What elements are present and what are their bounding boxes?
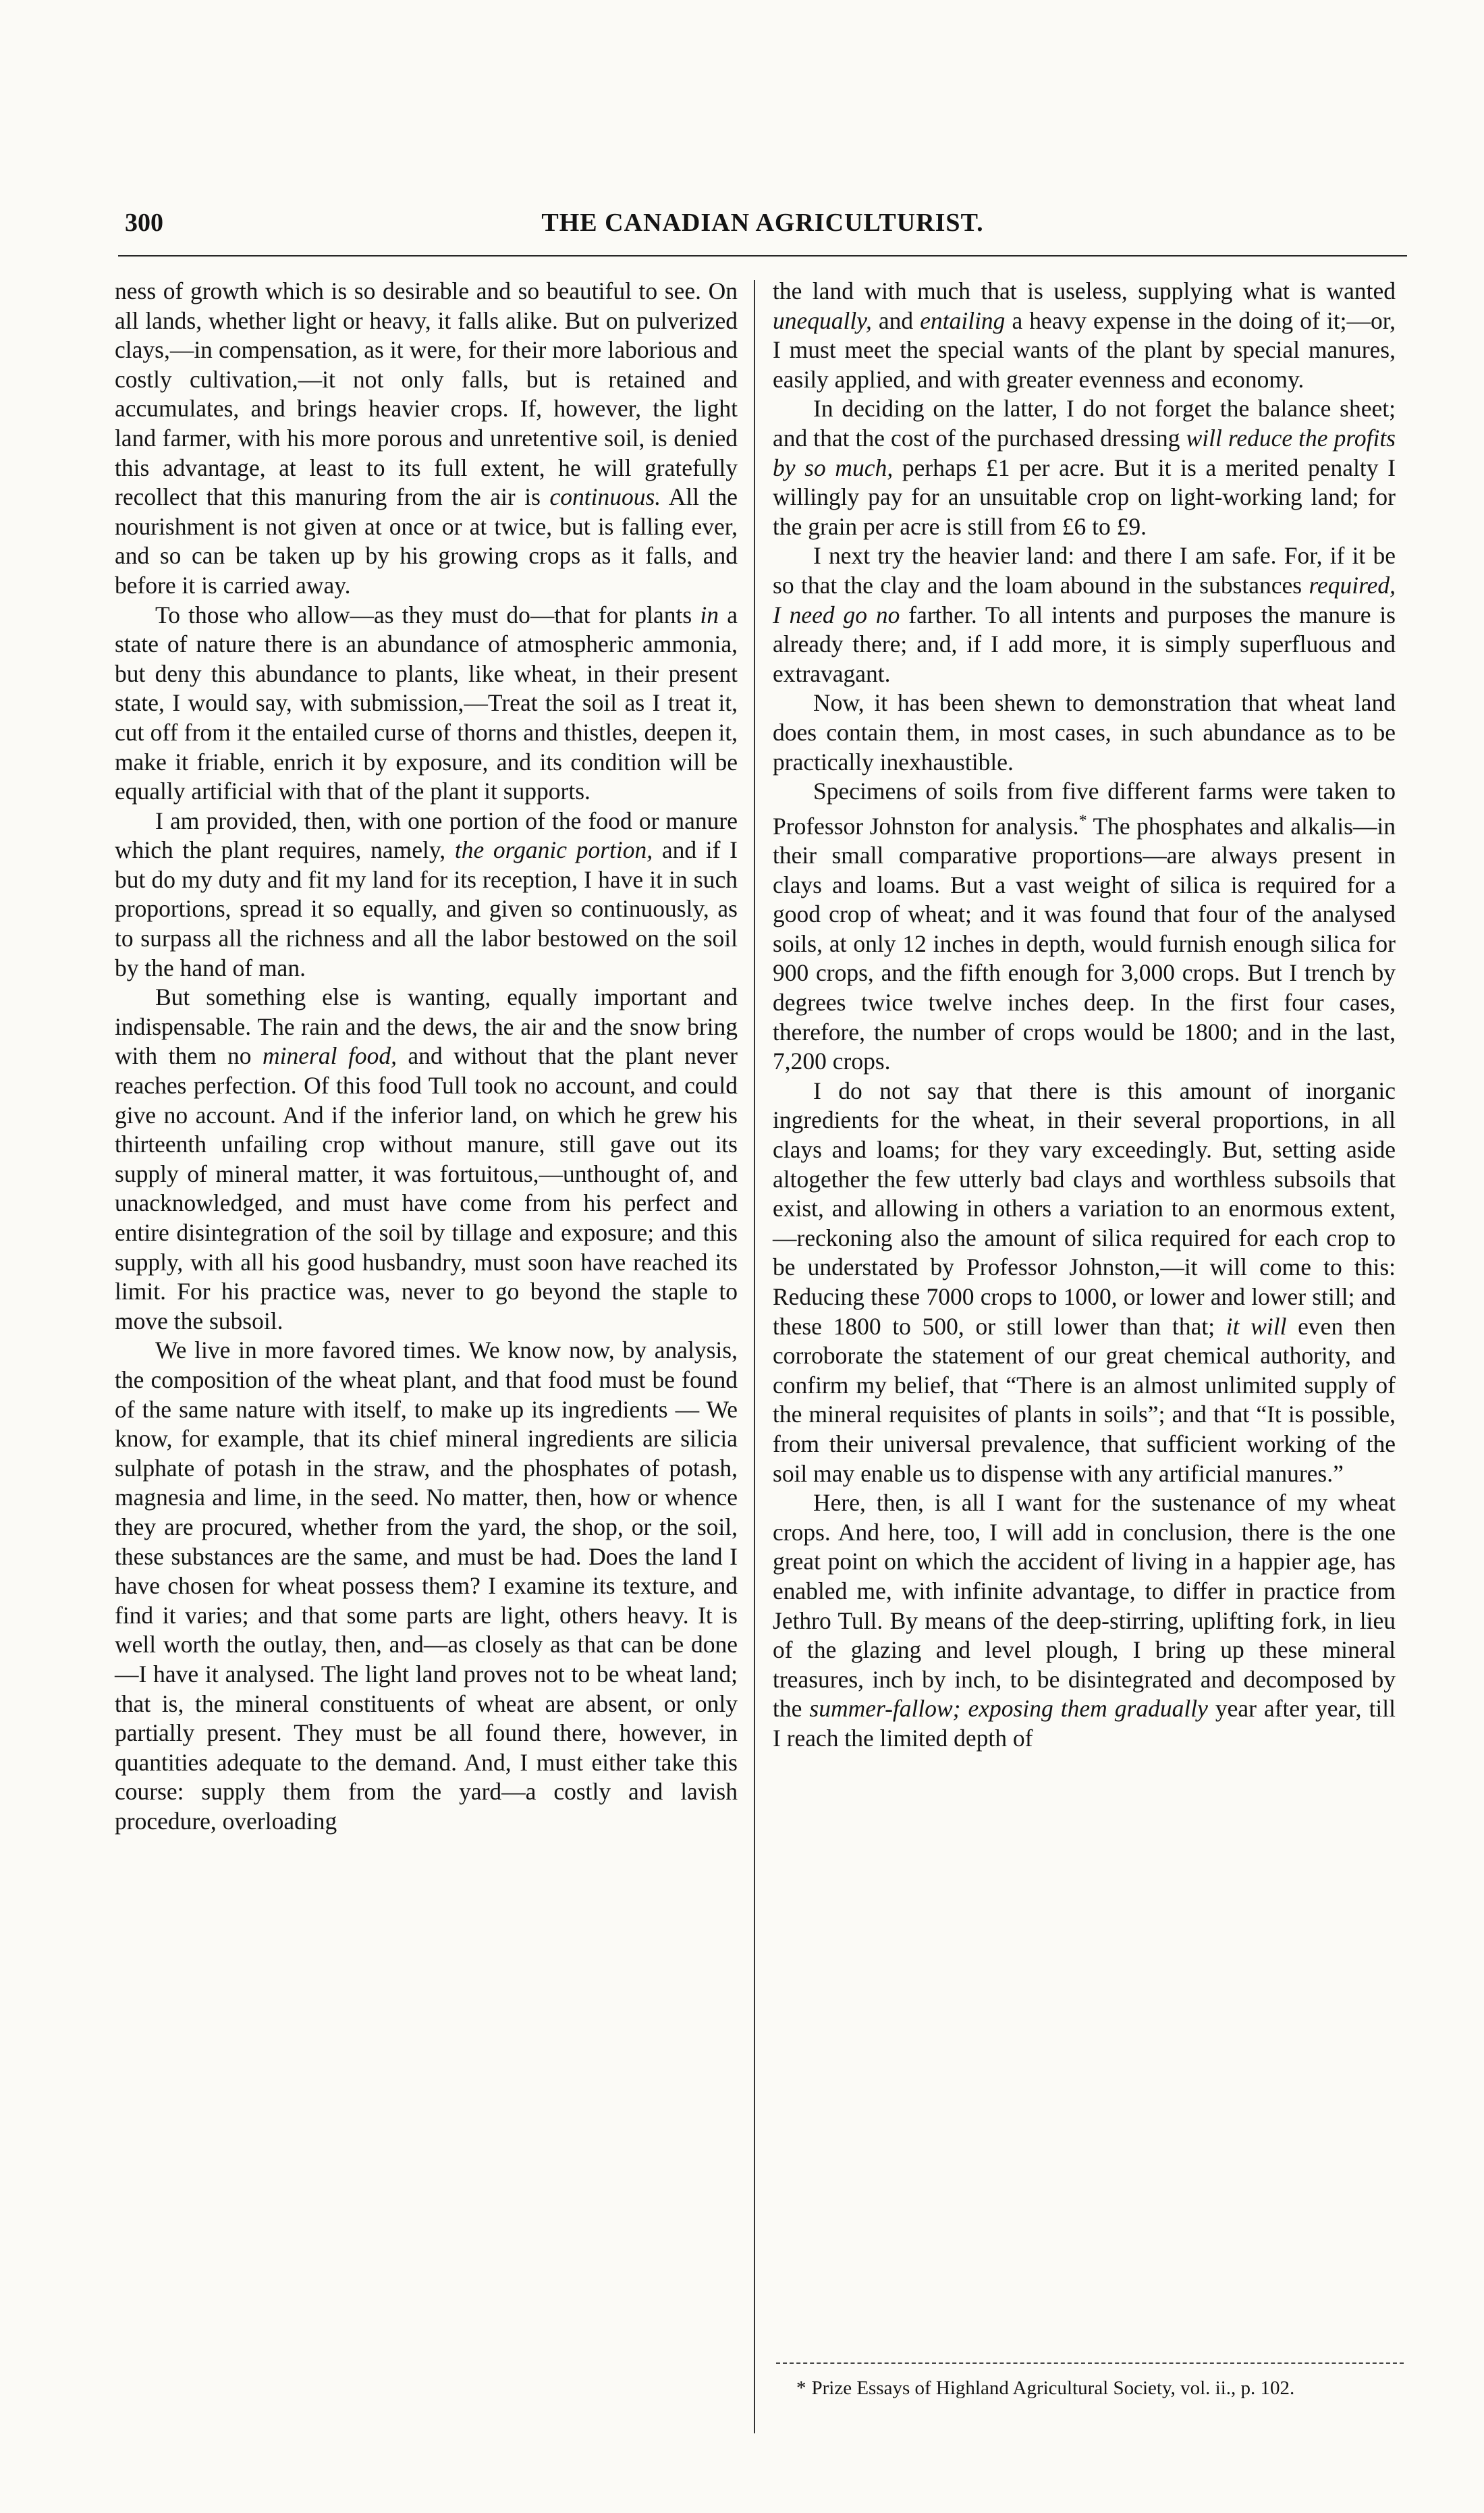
text-run: ness of growth which is so desirable and so beautiful to see. On all lands, whether light or heavy, it falls alike. But on pulverized clays,—in compensation, as it were, for their more laborious and costly cultivation,—it not only falls, but is retained and accumulates, and brings heavier crops. If, however, the light land farmer, with his more porous and unretentive soil, is denied this advantage, at least to its full extent, he will gratefully recollect that this manuring from the air is	[115, 277, 738, 511]
text-run: I next try the heavier land: and there I am safe. For, if it be so that the clay and the loam abound in the substances	[773, 542, 1396, 599]
text-run: even then corroborate the statement of our great chemical authority, and confirm my belief, that “There is an almost unlimited supply of the mineral requisites of plants in soils”; and that “It is possible, from their universal prevalence, that sufficient working of the soil may enable us to dispense with any artificial manures.”	[773, 1312, 1396, 1487]
text-run	[961, 1695, 968, 1722]
text-run: the land with much that is useless, supplying what is wanted	[773, 277, 1396, 304]
emphasis-text: will reduce the profits by so much,	[773, 424, 1396, 481]
text-run: In deciding on the latter, I do not forget the balance sheet; and that the cost of the purchased dressing	[773, 395, 1396, 452]
text-run: Now, it has been shewn to demonstration that wheat land does contain them, in most cases, in such abundance as to be practically inexhaustible.	[773, 689, 1396, 776]
text-run: a heavy expense in the doing of it;—or, I must meet the special wants of the plant by special manures, easily applied, and with greater evenness and economy.	[773, 306, 1396, 393]
text-run: Specimens of soils from five different farms were taken to Professor Johnston for analysis.	[773, 778, 1396, 840]
emphasis-text: unequally,	[773, 306, 872, 334]
text-run: and if I but do my duty and fit my land for its reception, I have it in such proportions, spread it so equally, and given so continuously, as to surpass all the richness and all the labor bestowed on the soil by the hand of man.	[115, 836, 738, 981]
footnote-rule	[776, 2362, 1404, 2364]
text-run: The phosphates and alkalis—in their small comparative proportions—are always present in clays and loams. But a vast weight of silica is required for a good crop of wheat; and it was found that four of the analysed soils, at only 12 inches in depth, would furnish enough silica for 900 crops, and the fifth enough for 3,000 crops. But I trench by degrees twice twelve inches deep. In the first four cases, therefore, the number of crops would be 1800; and in the last, 7,200 crops.	[773, 812, 1396, 1075]
page-number: 300	[125, 209, 163, 237]
emphasis-text: mineral food,	[263, 1042, 397, 1070]
emphasis-text: summer-fallow;	[809, 1695, 961, 1723]
text-run: farther. To all intents and purposes the manure is already there; and, if I add more, it is simply superfluous and extravagant.	[773, 601, 1396, 687]
text-run: perhaps £1 per acre. But it is a merited penalty I willingly pay for an unsuitable crop on light-working land; for the grain per acre is still from £6 to £9.	[773, 454, 1396, 540]
emphasis-text: exposing them gradually	[968, 1695, 1208, 1723]
text-run: Here, then, is all I want for the sustenance of my wheat crops. And here, too, I will add in conclusion, there is the one great point on which the accident of living in a happier age, has enabled me, with infinite advantage, to differ in practice from Jethro Tull. By means of the deep-stirring, uplifting fork, in lieu of the glazing and level plough, I bring up these mineral treasures, inch by inch, to be disintegrated and decomposed by the	[773, 1489, 1396, 1723]
body-paragraph	[773, 1077, 1396, 1488]
body-paragraph	[115, 601, 738, 807]
running-title: THE CANADIAN AGRICULTURIST.	[541, 209, 984, 237]
text-run: All the nourishment is not given at once or at twice, but is falling ever, and so can be taken up by his growing crops as it falls, and before it is carried away.	[115, 483, 738, 599]
left-column	[115, 277, 738, 1836]
body-paragraph	[773, 688, 1396, 777]
emphasis-text: continuous.	[549, 483, 661, 511]
body-paragraph	[115, 807, 738, 983]
emphasis-text: required, I need go no	[773, 571, 1396, 628]
text-run: But something else is wanting, equally important and indispensable. The rain and the dews, the air and the snow bring with them no	[115, 983, 738, 1070]
footnote-mark: *	[796, 2377, 806, 2399]
text-run: I do not say that there is this amount of inorganic ingredients for the wheat, in their several proportions, in all clays and loams; for they vary exceedingly. But, setting aside altogether the few utterly bad clays and worthless subsoils that exist, and allowing in others a variation to an enormous extent,—reckoning also the amount of silica required for each crop to be understated by Professor Johnston,—it will come to this: Reducing these 7000 crops to 1000, or lower and lower still; and these 1800 to 500, or still lower than that;	[773, 1077, 1396, 1340]
text-run: To those who allow—as they must do—that for plants	[155, 601, 700, 628]
footnote	[776, 2376, 1404, 2400]
page-header	[118, 202, 1407, 243]
footnote-text: Prize Essays of Highland Agricultural Society, vol. ii., p. 102.	[811, 2377, 1295, 2399]
body-paragraph	[773, 277, 1396, 394]
text-run: I am provided, then, with one portion of the food or manure which the plant requires, namely,	[115, 807, 738, 864]
text-run: year after year, till I reach the limited depth of	[773, 1695, 1396, 1752]
body-paragraph	[773, 777, 1396, 1077]
emphasis-text: entailing	[920, 306, 1006, 334]
body-paragraph	[773, 541, 1396, 688]
text-run: and without that the plant never reaches perfection. Of this food Tull took no account, and could give no account. And if the inferior land, on which he grew his thirteenth unfailing crop without manure, still gave out its supply of mineral matter, it was fortuitous,—unthought of, and unacknowledged, and must have come from his perfect and entire disintegration of the soil by tillage and exposure; and this supply, with all his good husbandry, must soon have reached its limit. For his practice was, never to go beyond the staple to move the subsoil.	[115, 1042, 738, 1334]
body-paragraph	[115, 983, 738, 1336]
body-paragraph	[773, 394, 1396, 541]
header-rule	[118, 255, 1407, 257]
text-run: We live in more favored times. We know now, by analysis, the composition of the wheat plant, and that food must be found of the same nature with itself, to make up its ingredients — We know, for example, that its chief mineral ingredients are silicia sulphate of potash in the straw, and the phosphates of potash, magnesia and lime, in the seed. No matter, then, how or whence they are procured, whether from the yard, the shop, or the soil, these substances are the same, and must be had. Does the land I have chosen for wheat possess them? I examine its texture, and find it varies; and that some parts are light, others heavy. It is well worth the outlay, then, and—as closely as that can be done —I have it analysed. The light land proves not to be wheat land; that is, the mineral constituents of wheat are absent, or only partially present. They must be all found there, however, in quantities adequate to the demand. And, I must either take this course: supply them from the yard—a costly and lavish procedure, overloading	[115, 1336, 738, 1835]
emphasis-text: the organic portion,	[454, 836, 653, 864]
text-run: and	[871, 306, 920, 334]
column-divider	[754, 280, 755, 2433]
right-column	[773, 277, 1396, 1754]
body-paragraph	[115, 277, 738, 601]
body-paragraph	[115, 1336, 738, 1836]
text-run: a state of nature there is an abundance of atmospheric ammonia, but deny this abundance to plants, like wheat, in their present state, I would say, with submission,—Treat the soil as I treat it, cut off from it the entailed curse of thorns and thistles, deepen it, make it friable, enrich it by exposure, and its condition will be equally artificial with that of the plant it supports.	[115, 601, 738, 805]
emphasis-text: in	[700, 601, 719, 628]
footnote-reference: *	[1078, 811, 1087, 830]
emphasis-text: it will	[1226, 1312, 1287, 1340]
body-paragraph	[773, 1488, 1396, 1753]
